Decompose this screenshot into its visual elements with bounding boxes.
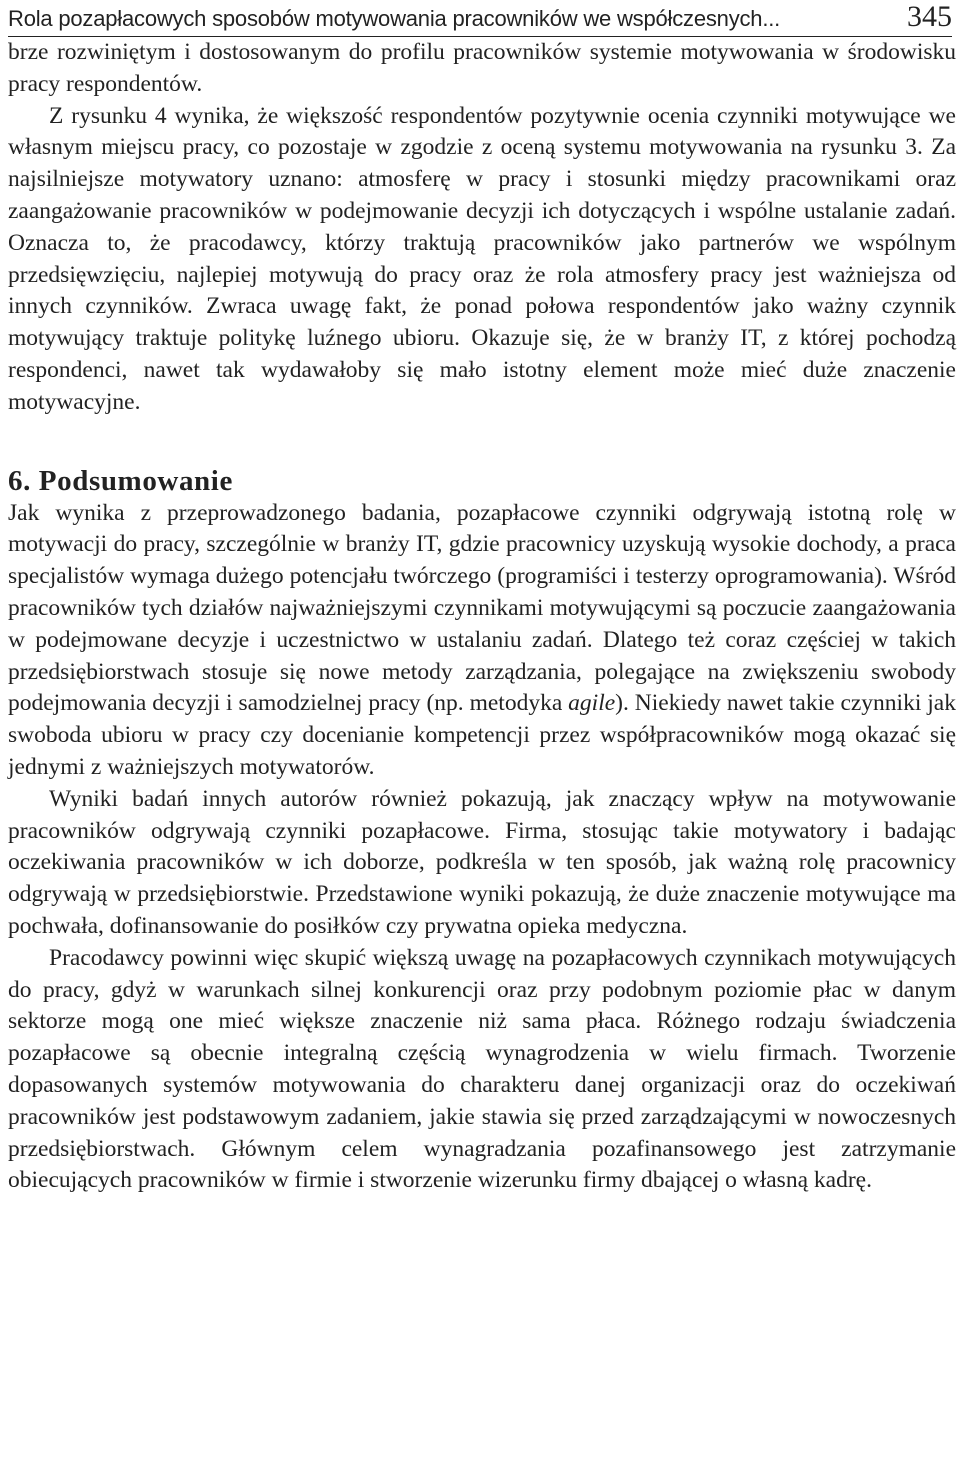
continuation-paragraph: brze rozwiniętym i dostosowanym do profilu pracowników systemie motywowania w środowisku pracy respondentów. [8,39,956,97]
document-page [8,0,956,1197]
summary-paragraph-1-end: ). Niekiedy nawet takie czynniki jak swoboda ubioru w pracy czy docenianie kompetencji przez współpracowników mogą okazać się jednymi z ważniejszych motywatorów. [8,690,956,780]
summary-paragraph-3: Pracodawcy powinni więc skupić większą uwagę na pozapłacowych czynnikach motywujących do pracy, gdyż w warunkach silnej konkurencji oraz przy podobnym poziomie płac w danym sektorze mogą one mieć większe znaczenie niż sama płaca. Różnego rodzaju świadczenia pozapłacowe są obecnie integralną częścią wynagrodzenia w wielu firmach. Tworzenie dopasowanych systemów motywowania do charakteru danej organizacji oraz do oczekiwań pracowników jest podstawowym zadaniem, jakie stawia się przed zarządzającymi w nowoczesnych przedsiębiorstwach. Głównym celem wynagradzania pozafinansowego jest zatrzymanie obiecujących pracowników w firmie i stworzenie wizerunku firmy dbającej o własną kadrę. [8,944,956,1194]
summary-paragraph-1 [8,498,956,784]
running-title: Rola pozapłacowych sposobów motywowania pracowników we współczesnych... [8,6,781,31]
page-number: 345 [907,0,952,33]
agile-term: agile [568,690,616,717]
section-heading: 6. Podsumowanie [8,464,233,497]
summary-paragraph-1-text: Jak wynika z przeprowadzonego badania, pozapłacowe czynniki odgrywają istotną rolę w motywacji do pracy, szczególnie w branży IT, gdzie pracownicy uzyskują wysokie dochody, a praca specjalistów wymaga dużego potencjału twórczego (programiści i testerzy oprogramowania). Wśród pracowników tych działów najważniejszymi czynnikami motywującymi są poczucie zaangażowania w podejmowane decyzje i uczestnictwo w ustalaniu zadań. Dlatego też coraz częściej w takich przedsiębiorstwach stosuje się nowe metody zarządzania, polegające na zwiększeniu swobody podejmowania decyzji i samodzielnej pracy (np. metodyka [8,499,956,717]
body-text [8,37,956,1197]
summary-paragraph-2: Wyniki badań innych autorów również pokazują, jak znaczący wpływ na motywowanie pracowników odgrywają czynniki pozapłacowe. Firma, stosując takie motywatory i badając oczekiwania pracowników w ich doborze, podkreśla w ten sposób, jak ważną rolę pracownicy odgrywają w przedsiębiorstwie. Przedstawione wyniki pokazują, że duże znaczenie motywujące ma pochwała, dofinansowanie do posiłków czy prywatna opieka medyczna. [8,785,956,939]
running-header [8,0,952,37]
figure-discussion-paragraph: Z rysunku 4 wynika, że większość respondentów pozytywnie ocenia czynniki motywujące we własnym miejscu pracy, co pozostaje w zgodzie z oceną systemu motywowania na rysunku 3. Za najsilniejsze motywatory uznano: atmosferę w pracy i stosunki między pracownikami oraz zaangażowanie pracowników w podejmowanie decyzji ich dotyczących i wspólne ustalanie zadań. Oznacza to, że pracodawcy, którzy traktują pracowników jako partnerów we wspólnym przedsięwzięciu, najlepiej motywują do pracy oraz że rola atmosfery pracy jest ważniejsza od innych czynników. Zwraca uwagę fakt, że ponad połowa respondentów jako ważny czynnik motywujący traktuje politykę luźnego ubioru. Okazuje się, że w branży IT, z której pochodzą respondenci, nawet tak wydawałoby się mało istotny element może mieć duże znaczenie motywacyjne. [8,102,956,415]
